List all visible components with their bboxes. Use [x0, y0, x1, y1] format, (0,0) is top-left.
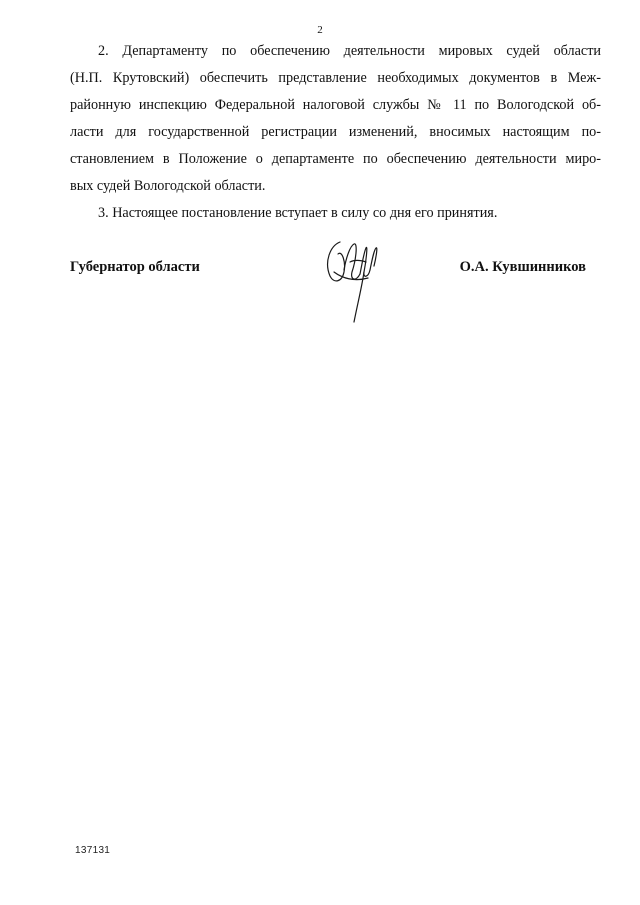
paragraph-3 — [70, 200, 601, 227]
paragraph-2 — [70, 38, 601, 200]
paragraph-line: ласти для государственной регистрации изменений, вносимых настоящим по- — [70, 124, 601, 140]
document-body — [70, 38, 601, 227]
document-code: 137131 — [75, 845, 111, 856]
signer-name: О.А. Кувшинников — [459, 259, 586, 275]
paragraph-line: (Н.П. Крутовский) обеспечить представление необходимых документов в Меж- — [70, 70, 601, 86]
paragraph-line: становлением в Положение о департаменте по обеспечению деятельности миро- — [70, 151, 601, 167]
signer-title: Губернатор области — [70, 259, 200, 275]
handwritten-signature-icon — [320, 232, 382, 324]
paragraph-line: 2. Департаменту по обеспечению деятельности мировых судей области — [98, 43, 601, 59]
page-number: 2 — [317, 24, 323, 36]
paragraph-line: районную инспекцию Федеральной налоговой службы № 11 по Вологодской об- — [70, 97, 601, 113]
paragraph-line: 3. Настоящее постановление вступает в силу со дня его принятия. — [98, 205, 498, 221]
paragraph-line: вых судей Вологодской области. — [70, 178, 266, 194]
signature-block — [70, 232, 601, 332]
